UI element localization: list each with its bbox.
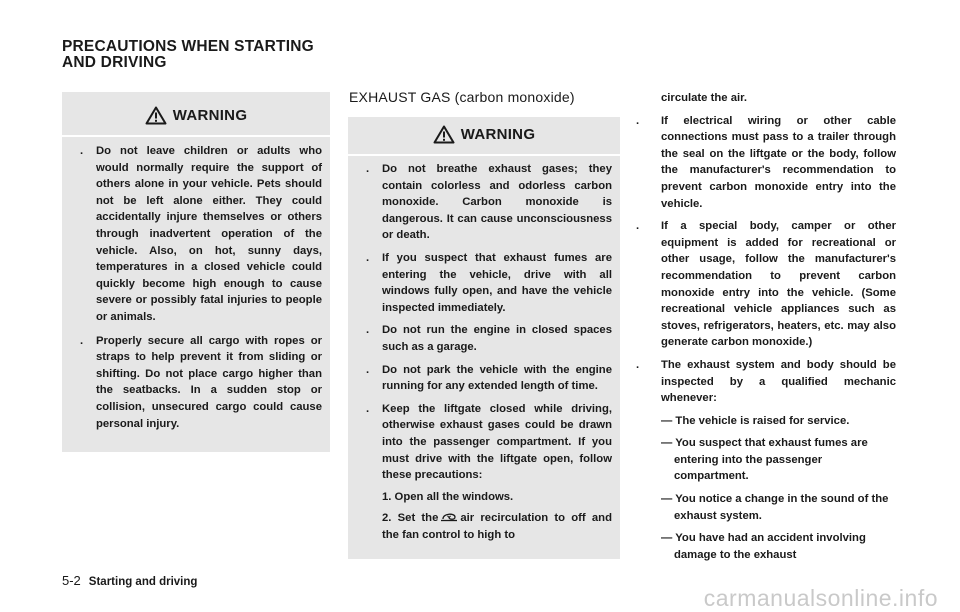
warning-list [348,161,620,543]
divider [62,135,330,137]
warning-list [62,143,330,432]
column-exhaust-continued [634,90,896,563]
condition-item: — You suspect that exhaust fumes are entering into the passenger compartment. [661,437,868,483]
condition-item: — You have had an accident involving damage to the exhaust [661,532,866,561]
warning-title: WARNING [460,126,536,143]
continuation-text: circulate the air. [661,92,748,104]
warning-header [62,106,330,125]
section-title [62,39,382,71]
footer-section-name: Starting and driving [88,576,198,588]
step-recirculation [382,510,612,543]
list-item: . If electrical wiring or other cable connections must pass to a trailer through the seal on the liftgate or the body, follow the manufacturer's recommendation to prevent carbon monoxide entry into the vehicle. [634,113,896,213]
warning-box-children-cargo [62,92,330,452]
list-item: . If you suspect that exhaust fumes are entering the vehicle, drive with all windows fully open, and have the vehicle inspected immediately. [348,250,620,316]
list-item: . Do not park the vehicle with the engine running for any extended length of time. [348,362,620,395]
list-item: . If a special body, camper or other equipment is added for recreational or other usage, follow the manufacturer's recommendation to prevent carbon monoxide entry into the vehicle. (Some recreational vehicle appliances such as stoves, refrigerators, heaters, etc. may also generate carbon monoxide.) [634,218,896,351]
list-item-liftgate [348,401,620,544]
section-title-line-2: AND DRIVING [62,54,167,71]
inspection-conditions [661,413,896,564]
list-item-inspection [634,357,896,564]
list-item-text: The exhaust system and body should be inspected by a qualified mechanic whenever: [661,358,896,405]
condition-item: — The vehicle is raised for service. [661,414,850,427]
page-footer [62,573,197,588]
list-item: . Do not run the engine in closed spaces such as a garage. [348,322,620,355]
warning-title: WARNING [172,107,248,124]
divider [348,154,620,156]
page-number: 5-2 [62,573,81,588]
list-item: . Do not breathe exhaust gases; they contain colorless and odorless carbon monoxide. Carbon monoxide is dangerous. It can cause unconsciousness or death. [348,161,620,244]
step-suffix: air recirculation to off and the fan control to high to [382,512,612,541]
watermark: carmanualsonline.info [703,585,938,611]
warning-triangle-icon [145,106,167,125]
list-item-text: Keep the liftgate closed while driving, otherwise exhaust gases could be drawn into the passenger compartment. If you must drive with the liftgate open, follow these precautions: [382,402,612,482]
section-title-line-1: PRECAUTIONS WHEN STARTING [62,38,314,55]
step-open-windows: 1. Open all the windows. [382,490,514,503]
air-recirculation-icon [438,511,460,522]
condition-item: — You notice a change in the sound of the exhaust system. [661,493,889,522]
list-item: . Properly secure all cargo with ropes or straps to help prevent it from sliding or shifting. Do not place cargo higher than the seatbacks. In a sudden stop or collision, unsecured cargo could cause personal injury. [62,333,330,433]
warning-box-exhaust [348,117,620,559]
warning-header [348,125,620,144]
step-prefix: 2. Set the [382,512,439,525]
precaution-list [634,113,896,564]
exhaust-gas-heading: EXHAUST GAS (carbon monoxide) [349,89,575,105]
list-item: . Do not leave children or adults who would normally require the support of others alone in your vehicle. Pets should not be left alone either. They could accidentally injure themselves or others through inadvertent operation of the vehicle. Also, on hot, sunny days, temperatures in a closed vehicle could quickly become high enough to cause severe or possibly fatal injuries to people or animals. [62,143,330,326]
warning-triangle-icon [433,125,455,144]
